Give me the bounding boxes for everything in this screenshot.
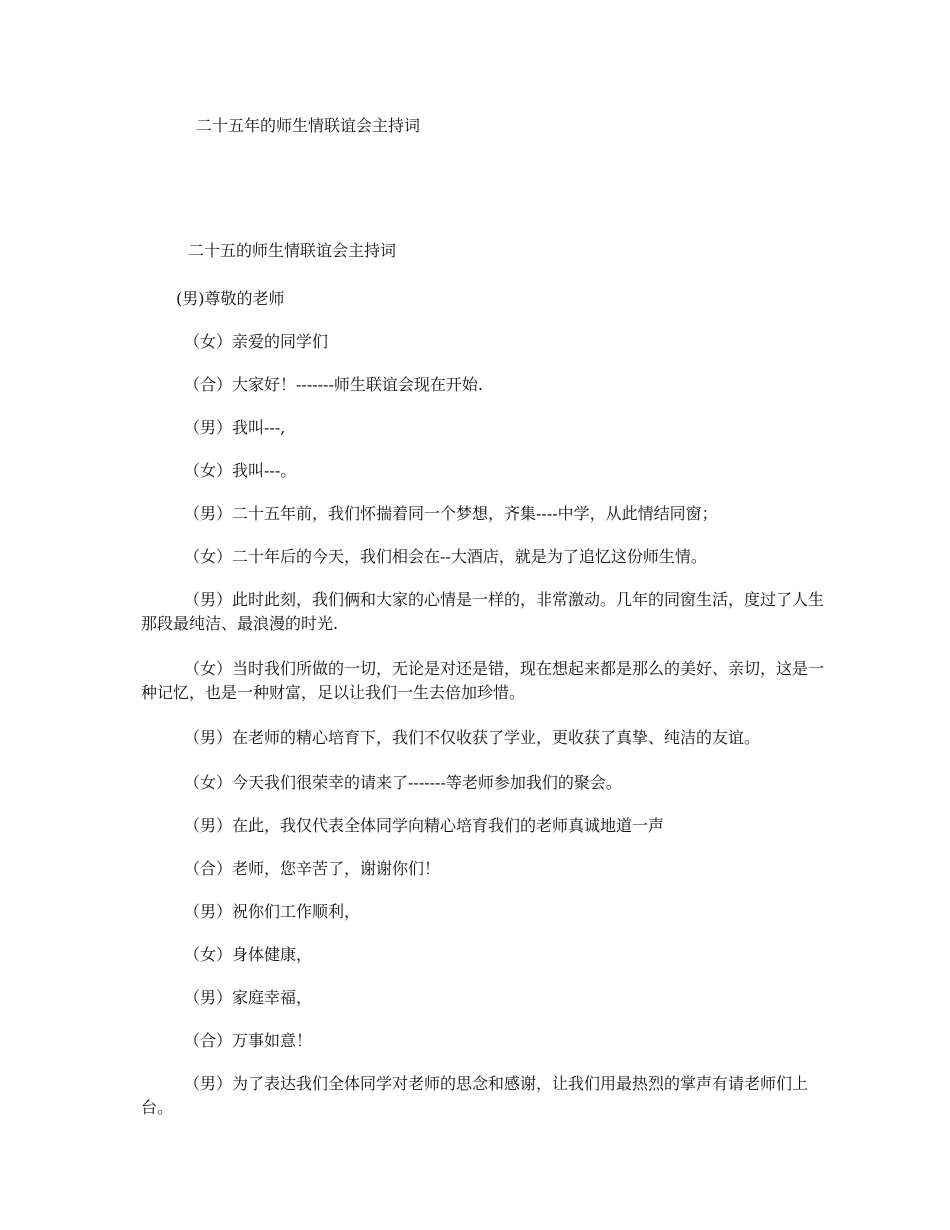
dialogue-line: （女）今天我们很荣幸的请来了-------等老师参加我们的聚会。	[184, 773, 622, 792]
dialogue-line: （男）为了表达我们全体同学对老师的思念和感谢，让我们用最热烈的掌声有请老师们上台。	[141, 1074, 809, 1117]
dialogue-line: （男）在此，我仅代表全体同学向精心培育我们的老师真诚地道一声	[184, 816, 665, 835]
dialogue-line: （男）祝你们工作顺利，	[184, 902, 361, 921]
dialogue-line: （女）身体健康，	[184, 945, 313, 964]
dialogue-line: （男）此时此刻，我们俩和大家的心情是一样的，非常激动。几年的同窗生活，度过了人生那段最纯洁、最浪漫的时光.	[141, 590, 825, 633]
document-body	[141, 239, 831, 1141]
dialogue-line: （女）二十年后的今天，我们相会在--大酒店，就是为了追忆这份师生情。	[184, 547, 707, 566]
dialogue-line: （合）老师，您辛苦了，谢谢你们！	[184, 859, 441, 878]
dialogue-line: （男）二十五年前，我们怀揣着同一个梦想，齐集----中学，从此情结同窗；	[184, 504, 718, 523]
dialogue-line: （合）万事如意！	[184, 1031, 313, 1050]
dialogue-line: （女）亲爱的同学们	[184, 332, 329, 351]
dialogue-line: （男）在老师的精心培育下，我们不仅收获了学业，更收获了真挚、纯洁的友谊。	[184, 728, 761, 747]
dialogue-line: (男)尊敬的老师	[176, 289, 285, 308]
dialogue-line: （女）当时我们所做的一切，无论是对还是错，现在想起来都是那么的美好、亲切，这是一种记忆，也是一种财富，足以让我们一生去倍加珍惜。	[141, 659, 825, 702]
dialogue-line: （男）我叫---,	[184, 418, 286, 437]
dialogue-line: （男）家庭幸福，	[184, 988, 313, 1007]
dialogue-line: （女）我叫---。	[184, 461, 297, 480]
subtitle-paragraph: 二十五的师生情联谊会主持词	[188, 241, 397, 260]
document-title: 二十五年的师生情联谊会主持词	[196, 116, 421, 135]
dialogue-line: （合）大家好！-------师生联谊会现在开始.	[184, 375, 483, 394]
